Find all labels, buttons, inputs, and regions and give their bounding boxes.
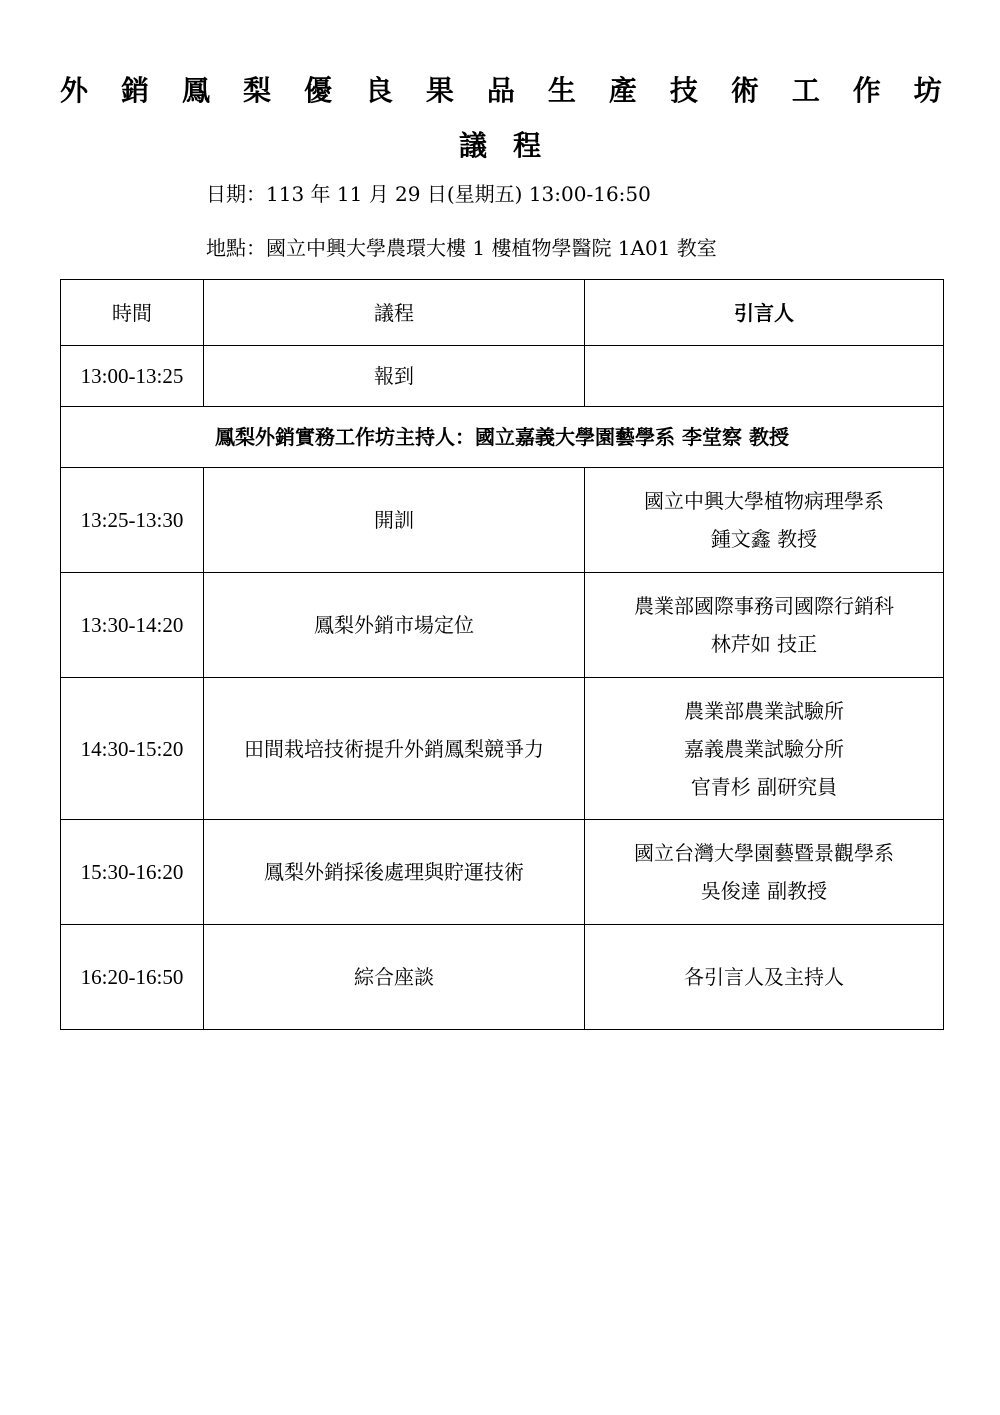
page-title [60,66,942,116]
row-speaker [585,925,944,1030]
row-speaker [585,573,944,678]
speaker-affiliation: 農業部農業試驗所 [684,698,844,723]
table-row [61,468,944,573]
row-speaker [585,820,944,925]
row-speaker [585,346,944,407]
row-agenda: 田間栽培技術提升外銷鳳梨競爭力 [204,678,585,820]
row-time: 16:20-16:50 [61,925,204,1030]
title-char: 外 [60,74,89,107]
table-row [61,820,944,925]
title-char: 坊 [913,74,942,107]
speaker-name: 各引言人及主持人 [684,965,844,989]
speaker-name: 吳俊達 副教授 [700,879,828,903]
table-row [61,925,944,1030]
title-char: 生 [547,74,576,107]
row-agenda: 報到 [204,346,585,407]
title-char: 優 [303,74,332,107]
row-speaker [585,468,944,573]
title-char: 梨 [242,74,271,107]
speaker-affiliation: 國立台灣大學園藝暨景觀學系 [634,841,894,865]
title-char: 銷 [120,74,149,107]
row-agenda: 鳳梨外銷市場定位 [204,573,585,678]
host-row [61,407,944,468]
header-agenda: 議程 [204,280,585,346]
row-time: 13:00-13:25 [61,346,204,407]
table-header-row [61,280,944,346]
row-agenda: 開訓 [204,468,585,573]
table-row [61,346,944,407]
title-char: 技 [669,74,698,107]
event-venue: 地點：國立中興大學農環大樓 1 樓植物學醫院 1A01 教室 [206,236,717,260]
title-char: 作 [852,74,881,107]
table-row [61,678,944,820]
row-agenda: 鳳梨外銷採後處理與貯運技術 [204,820,585,925]
title-char: 工 [791,74,820,107]
row-time: 13:25-13:30 [61,468,204,573]
title-char: 鳳 [181,74,210,107]
header-time: 時間 [61,280,204,346]
row-time: 15:30-16:20 [61,820,204,925]
row-agenda: 綜合座談 [204,925,585,1030]
row-speaker [585,678,944,820]
title-char: 果 [425,74,454,107]
row-time: 14:30-15:20 [61,678,204,820]
title-char: 良 [364,74,393,107]
row-time: 13:30-14:20 [61,573,204,678]
speaker-affiliation: 嘉義農業試驗分所 [684,736,844,761]
speaker-name: 鍾文鑫 教授 [710,527,818,551]
agenda-table [60,279,944,1030]
speaker-affiliation: 國立中興大學植物病理學系 [644,489,884,513]
title-char: 術 [730,74,759,107]
event-date: 日期：113 年 11 月 29 日(星期五) 13:00-16:50 [206,182,651,206]
speaker-name: 林芹如 技正 [710,632,818,656]
speaker-affiliation: 農業部國際事務司國際行銷科 [634,594,894,618]
title-char: 產 [608,74,637,107]
agenda-subtitle: 議程 [458,129,567,162]
header-speaker: 引言人 [585,280,944,346]
table-row [61,573,944,678]
title-char: 品 [486,74,515,107]
speaker-name: 官青杉 副研究員 [690,774,838,799]
host-line: 鳳梨外銷實務工作坊主持人：國立嘉義大學園藝學系 李堂察 教授 [61,407,944,468]
